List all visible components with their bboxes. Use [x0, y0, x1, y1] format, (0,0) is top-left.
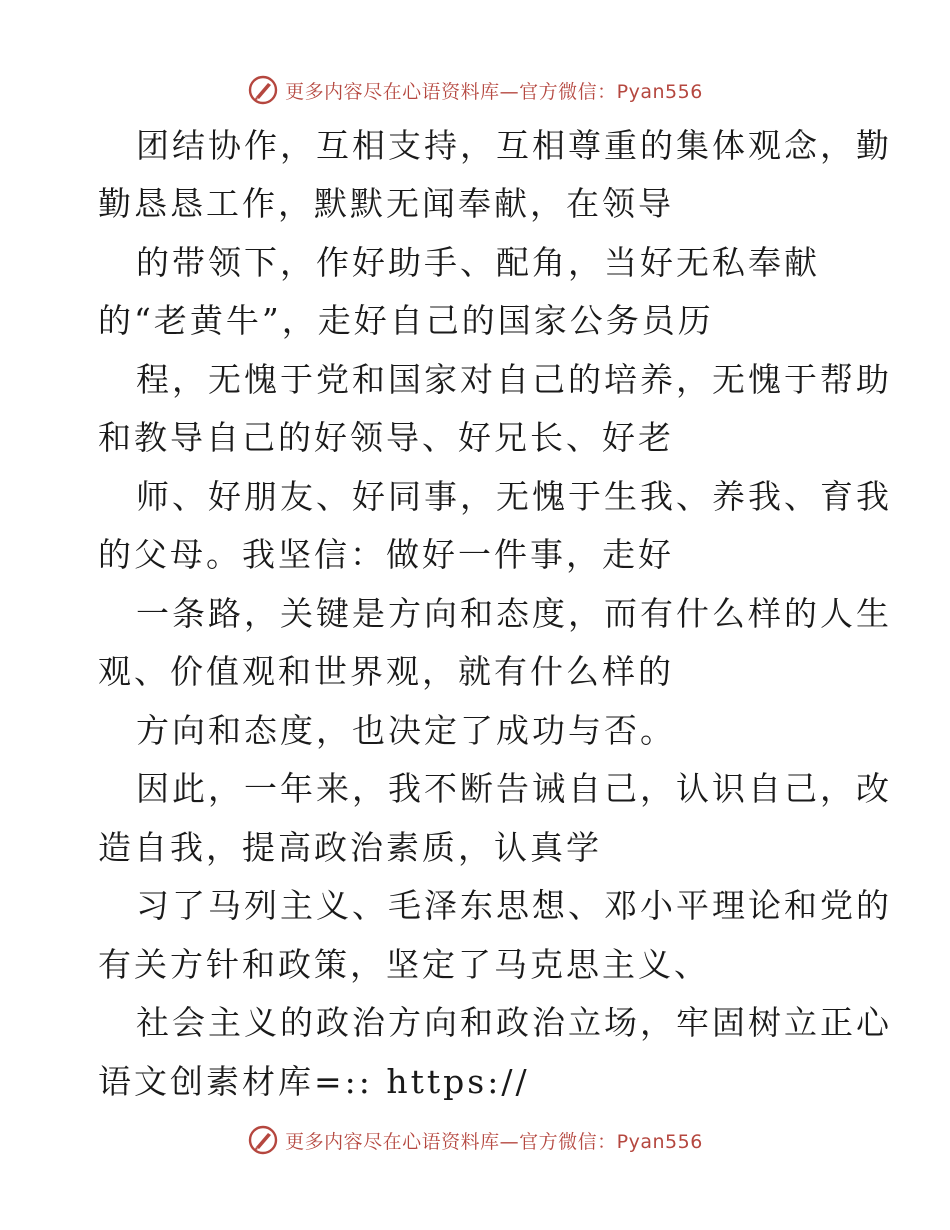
text-line: 观、价值观和世界观，就有什么样的	[98, 652, 674, 691]
text-line: 因此，一年来，我不断告诫自己，认识自己，改	[136, 769, 892, 808]
quill-pen-logo-icon	[247, 74, 279, 106]
text-line: 的父母。我坚信：做好一件事，走好	[98, 535, 674, 574]
header-watermark	[0, 72, 950, 108]
text-line: 有关方针和政策，坚定了马克思主义、	[98, 945, 710, 984]
footer-watermark	[0, 1122, 950, 1158]
text-line: 语文创素材库=:: https://	[98, 1062, 530, 1101]
text-line: 师、好朋友、好同事，无愧于生我、养我、育我	[136, 477, 892, 516]
text-line: 社会主义的政治方向和政治立场，牢固树立正心	[136, 1003, 892, 1042]
text-line: 方向和态度，也决定了成功与否。	[136, 711, 676, 750]
text-line: 的“老黄牛”，走好自己的国家公务员历	[98, 301, 714, 340]
text-line: 团结协作，互相支持，互相尊重的集体观念，勤	[136, 126, 892, 165]
text-line: 一条路，关键是方向和态度，而有什么样的人生	[136, 594, 892, 633]
text-line: 习了马列主义、毛泽东思想、邓小平理论和党的	[136, 886, 892, 925]
quill-pen-logo-icon	[247, 1124, 279, 1156]
text-line: 和教导自己的好领导、好兄长、好老	[98, 418, 674, 457]
text-line: 的带领下，作好助手、配角，当好无私奉献	[136, 243, 820, 282]
text-line: 造自我，提高政治素质，认真学	[98, 828, 602, 867]
watermark-text: 更多内容尽在心语资料库—官方微信：Pyan556	[285, 1130, 703, 1153]
watermark-text: 更多内容尽在心语资料库—官方微信：Pyan556	[285, 80, 703, 103]
text-line: 勤恳恳工作，默默无闻奉献，在领导	[98, 184, 674, 223]
text-line: 程，无愧于党和国家对自己的培养，无愧于帮助	[136, 360, 892, 399]
